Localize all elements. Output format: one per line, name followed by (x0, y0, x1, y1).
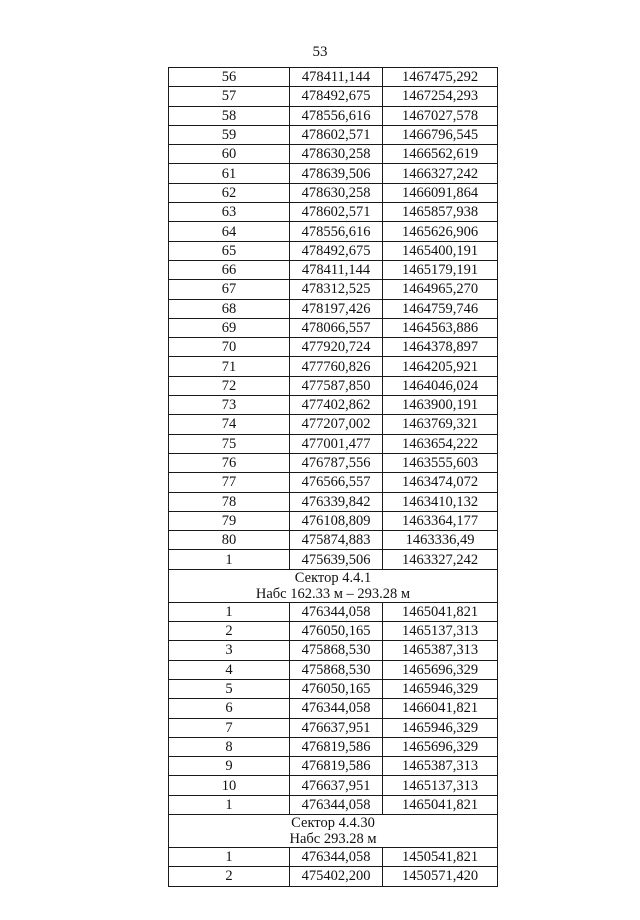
x-coordinate-cell: 476344,058 (290, 602, 383, 621)
x-coordinate-cell: 478312,525 (290, 280, 383, 299)
point-number-cell: 75 (169, 434, 290, 453)
point-number-cell: 57 (169, 87, 290, 106)
x-coordinate-cell: 476819,586 (290, 737, 383, 756)
point-number-cell: 59 (169, 125, 290, 144)
point-number-cell: 76 (169, 453, 290, 472)
point-number-cell: 67 (169, 280, 290, 299)
y-coordinate-cell: 1465400,191 (383, 241, 498, 260)
table-row (169, 87, 498, 106)
table-row (169, 847, 498, 866)
table-row (169, 776, 498, 795)
y-coordinate-cell: 1463410,132 (383, 492, 498, 511)
point-number-cell: 58 (169, 106, 290, 125)
y-coordinate-cell: 1465946,329 (383, 718, 498, 737)
point-number-cell: 73 (169, 396, 290, 415)
table-row (169, 550, 498, 569)
x-coordinate-cell: 476339,842 (290, 492, 383, 511)
y-coordinate-cell: 1465041,821 (383, 602, 498, 621)
point-number-cell: 1 (169, 602, 290, 621)
point-number-cell: 8 (169, 737, 290, 756)
sector-header-row (169, 569, 498, 602)
table-row (169, 125, 498, 144)
table-row (169, 68, 498, 87)
point-number-cell: 63 (169, 203, 290, 222)
x-coordinate-cell: 476344,058 (290, 795, 383, 814)
y-coordinate-cell: 1466091,864 (383, 183, 498, 202)
table-row (169, 106, 498, 125)
y-coordinate-cell: 1465857,938 (383, 203, 498, 222)
point-number-cell: 65 (169, 241, 290, 260)
y-coordinate-cell: 1467475,292 (383, 68, 498, 87)
y-coordinate-cell: 1465137,313 (383, 776, 498, 795)
x-coordinate-cell: 478556,616 (290, 106, 383, 125)
table-row (169, 203, 498, 222)
table-row (169, 222, 498, 241)
x-coordinate-cell: 478556,616 (290, 222, 383, 241)
point-number-cell: 68 (169, 299, 290, 318)
y-coordinate-cell: 1465179,191 (383, 260, 498, 279)
y-coordinate-cell: 1466041,821 (383, 699, 498, 718)
y-coordinate-cell: 1465041,821 (383, 795, 498, 814)
x-coordinate-cell: 478492,675 (290, 87, 383, 106)
y-coordinate-cell: 1464046,024 (383, 376, 498, 395)
sector-header-cell (169, 814, 498, 847)
point-number-cell: 64 (169, 222, 290, 241)
x-coordinate-cell: 475639,506 (290, 550, 383, 569)
point-number-cell: 72 (169, 376, 290, 395)
table-row (169, 357, 498, 376)
x-coordinate-cell: 477760,826 (290, 357, 383, 376)
point-number-cell: 1 (169, 847, 290, 866)
y-coordinate-cell: 1450571,420 (383, 867, 498, 886)
table-row (169, 453, 498, 472)
x-coordinate-cell: 478411,144 (290, 68, 383, 87)
point-number-cell: 66 (169, 260, 290, 279)
point-number-cell: 2 (169, 867, 290, 886)
x-coordinate-cell: 475868,530 (290, 641, 383, 660)
point-number-cell: 60 (169, 145, 290, 164)
y-coordinate-cell: 1465946,329 (383, 679, 498, 698)
sector-height-range: Набс 162.33 м – 293.28 м (255, 585, 411, 602)
table-row (169, 622, 498, 641)
x-coordinate-cell: 478411,144 (290, 260, 383, 279)
table-row (169, 660, 498, 679)
x-coordinate-cell: 476787,556 (290, 453, 383, 472)
x-coordinate-cell: 475874,883 (290, 531, 383, 550)
x-coordinate-cell: 475402,200 (290, 867, 383, 886)
y-coordinate-cell: 1466796,545 (383, 125, 498, 144)
table-row (169, 867, 498, 886)
point-number-cell: 9 (169, 757, 290, 776)
point-number-cell: 4 (169, 660, 290, 679)
y-coordinate-cell: 1463900,191 (383, 396, 498, 415)
point-number-cell: 56 (169, 68, 290, 87)
table-row (169, 164, 498, 183)
point-number-cell: 5 (169, 679, 290, 698)
coordinates-table (168, 67, 498, 887)
table-row (169, 434, 498, 453)
x-coordinate-cell: 478630,258 (290, 145, 383, 164)
table-row (169, 396, 498, 415)
y-coordinate-cell: 1466327,242 (383, 164, 498, 183)
table-row (169, 145, 498, 164)
x-coordinate-cell: 478602,571 (290, 125, 383, 144)
x-coordinate-cell: 478492,675 (290, 241, 383, 260)
sector-title: Сектор 4.4.30 (291, 814, 375, 831)
point-number-cell: 1 (169, 795, 290, 814)
y-coordinate-cell: 1465626,906 (383, 222, 498, 241)
point-number-cell: 80 (169, 531, 290, 550)
sector-header-cell (169, 569, 498, 602)
x-coordinate-cell: 478066,557 (290, 318, 383, 337)
x-coordinate-cell: 477402,862 (290, 396, 383, 415)
table-row (169, 757, 498, 776)
y-coordinate-cell: 1467254,293 (383, 87, 498, 106)
y-coordinate-cell: 1463336,49 (383, 531, 498, 550)
x-coordinate-cell: 476050,165 (290, 622, 383, 641)
x-coordinate-cell: 478602,571 (290, 203, 383, 222)
y-coordinate-cell: 1464205,921 (383, 357, 498, 376)
y-coordinate-cell: 1465387,313 (383, 641, 498, 660)
table-row (169, 260, 498, 279)
y-coordinate-cell: 1450541,821 (383, 847, 498, 866)
y-coordinate-cell: 1463555,603 (383, 453, 498, 472)
x-coordinate-cell: 476344,058 (290, 699, 383, 718)
point-number-cell: 6 (169, 699, 290, 718)
y-coordinate-cell: 1465696,329 (383, 660, 498, 679)
y-coordinate-cell: 1467027,578 (383, 106, 498, 125)
point-number-cell: 74 (169, 415, 290, 434)
x-coordinate-cell: 477587,850 (290, 376, 383, 395)
table-row (169, 679, 498, 698)
table-row (169, 473, 498, 492)
y-coordinate-cell: 1465696,329 (383, 737, 498, 756)
x-coordinate-cell: 478639,506 (290, 164, 383, 183)
table-row (169, 280, 498, 299)
point-number-cell: 3 (169, 641, 290, 660)
table-row (169, 492, 498, 511)
x-coordinate-cell: 476637,951 (290, 718, 383, 737)
x-coordinate-cell: 478630,258 (290, 183, 383, 202)
table-row (169, 511, 498, 530)
x-coordinate-cell: 476819,586 (290, 757, 383, 776)
y-coordinate-cell: 1464563,886 (383, 318, 498, 337)
y-coordinate-cell: 1464965,270 (383, 280, 498, 299)
table-row (169, 299, 498, 318)
x-coordinate-cell: 476566,557 (290, 473, 383, 492)
coordinates-table-body (169, 68, 498, 887)
table-row (169, 795, 498, 814)
y-coordinate-cell: 1465137,313 (383, 622, 498, 641)
point-number-cell: 62 (169, 183, 290, 202)
x-coordinate-cell: 475868,530 (290, 660, 383, 679)
y-coordinate-cell: 1463654,222 (383, 434, 498, 453)
point-number-cell: 70 (169, 338, 290, 357)
table-row (169, 718, 498, 737)
point-number-cell: 79 (169, 511, 290, 530)
x-coordinate-cell: 477001,477 (290, 434, 383, 453)
x-coordinate-cell: 476050,165 (290, 679, 383, 698)
point-number-cell: 1 (169, 550, 290, 569)
y-coordinate-cell: 1463769,321 (383, 415, 498, 434)
point-number-cell: 61 (169, 164, 290, 183)
table-row (169, 241, 498, 260)
point-number-cell: 69 (169, 318, 290, 337)
y-coordinate-cell: 1466562,619 (383, 145, 498, 164)
point-number-cell: 77 (169, 473, 290, 492)
y-coordinate-cell: 1463474,072 (383, 473, 498, 492)
table-row (169, 415, 498, 434)
y-coordinate-cell: 1463364,177 (383, 511, 498, 530)
sector-header-row (169, 814, 498, 847)
point-number-cell: 71 (169, 357, 290, 376)
x-coordinate-cell: 477920,724 (290, 338, 383, 357)
table-row (169, 737, 498, 756)
x-coordinate-cell: 477207,002 (290, 415, 383, 434)
table-row (169, 376, 498, 395)
x-coordinate-cell: 476108,809 (290, 511, 383, 530)
table-row (169, 318, 498, 337)
table-row (169, 531, 498, 550)
table-row (169, 602, 498, 621)
x-coordinate-cell: 476637,951 (290, 776, 383, 795)
point-number-cell: 78 (169, 492, 290, 511)
sector-height-range: Набс 293.28 м (289, 830, 377, 847)
point-number-cell: 10 (169, 776, 290, 795)
table-row (169, 699, 498, 718)
y-coordinate-cell: 1465387,313 (383, 757, 498, 776)
table-row (169, 338, 498, 357)
page-number: 53 (312, 44, 328, 60)
table-row (169, 641, 498, 660)
y-coordinate-cell: 1464378,897 (383, 338, 498, 357)
y-coordinate-cell: 1464759,746 (383, 299, 498, 318)
sector-title: Сектор 4.4.1 (294, 569, 372, 586)
x-coordinate-cell: 476344,058 (290, 847, 383, 866)
point-number-cell: 7 (169, 718, 290, 737)
x-coordinate-cell: 478197,426 (290, 299, 383, 318)
y-coordinate-cell: 1463327,242 (383, 550, 498, 569)
point-number-cell: 2 (169, 622, 290, 641)
table-row (169, 183, 498, 202)
